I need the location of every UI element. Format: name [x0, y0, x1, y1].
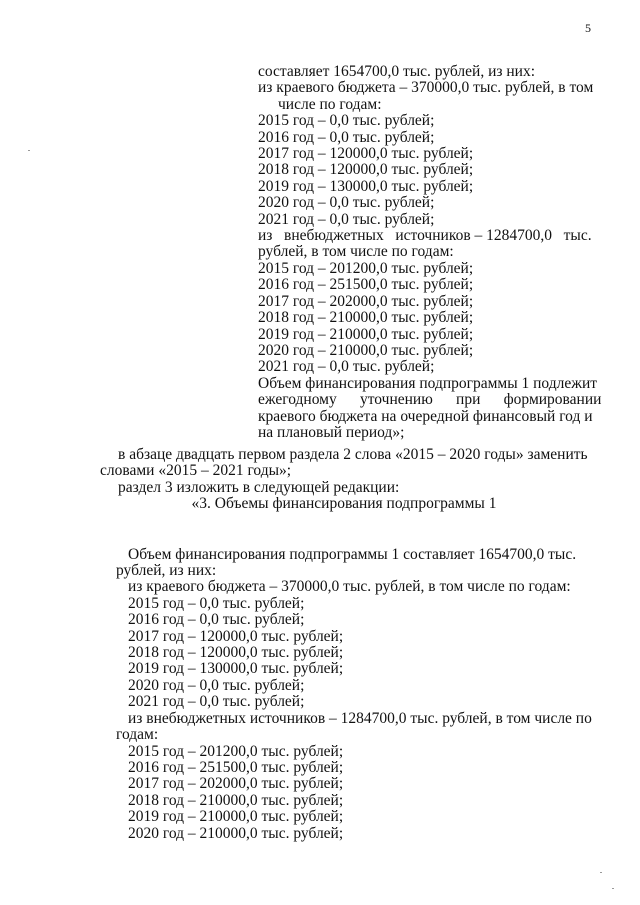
year-line: 2017 год – 120000,0 тыс. рублей;: [258, 145, 474, 163]
year-line: 2015 год – 201200,0 тыс. рублей;: [258, 259, 474, 277]
paragraph-line: в абзаце двадцать первом раздела 2 слова «2015 – 2020 годы» заменить: [118, 446, 588, 463]
year-line: 2016 год – 0,0 тыс. рублей;: [258, 128, 435, 146]
text-line: из внебюджетных источников – 1284700,0 тыс.: [258, 227, 592, 245]
year-line: 2015 год – 0,0 тыс. рублей;: [128, 594, 305, 612]
scan-speck: [600, 872, 602, 873]
page-number: 5: [585, 21, 591, 35]
paragraph-line: Объем финансирования подпрограммы 1 составляет 1654700,0 тыс.: [128, 545, 577, 563]
text-line: на плановый период»;: [258, 423, 405, 441]
year-line: 2015 год – 0,0 тыс. рублей;: [258, 112, 435, 130]
text-line: числе по годам:: [278, 95, 382, 113]
scan-speck: [28, 150, 30, 151]
year-line: 2020 год – 210000,0 тыс. рублей;: [258, 341, 474, 359]
year-line: 2019 год – 130000,0 тыс. рублей;: [128, 660, 344, 678]
paragraph-line: словами «2015 – 2021 годы»;: [100, 462, 292, 480]
year-line: 2020 год – 210000,0 тыс. рублей;: [128, 824, 344, 842]
text-line: краевого бюджета на очередной финансовый год и: [258, 407, 593, 425]
paragraph-line: из внебюджетных источников – 1284700,0 тыс. рублей, в том числе по: [128, 709, 592, 727]
text-line: ежегодному уточнению при формировании: [258, 391, 602, 409]
quoted-text-block: [258, 63, 602, 441]
scan-speck: [612, 888, 614, 889]
year-line: 2017 год – 202000,0 тыс. рублей;: [258, 292, 474, 310]
paragraph-line: рублей, из них:: [116, 562, 217, 580]
paragraph-line: из краевого бюджета – 370000,0 тыс. рублей, в том числе по годам:: [128, 578, 571, 596]
year-line: 2016 год – 0,0 тыс. рублей;: [128, 611, 305, 629]
year-line: 2017 год – 202000,0 тыс. рублей;: [128, 775, 344, 793]
text-line: составляет 1654700,0 тыс. рублей, из них:: [258, 63, 536, 80]
spacer: [118, 513, 590, 547]
year-line: 2018 год – 120000,0 тыс. рублей;: [258, 161, 474, 179]
text-line: Объем финансирования подпрограммы 1 подлежит: [258, 374, 598, 392]
text-line: рублей, в том числе по годам:: [258, 243, 454, 261]
year-line: 2018 год – 210000,0 тыс. рублей;: [258, 309, 474, 327]
main-text-block: [100, 446, 592, 842]
paragraph-line: раздел 3 изложить в следующей редакции:: [118, 478, 400, 496]
paragraph-line: годам:: [116, 726, 159, 744]
year-line: 2021 год – 0,0 тыс. рублей;: [128, 693, 305, 711]
year-line: 2019 год – 130000,0 тыс. рублей;: [258, 177, 474, 195]
year-line: 2018 год – 210000,0 тыс. рублей;: [128, 791, 344, 809]
year-line: 2016 год – 251500,0 тыс. рублей;: [258, 276, 474, 294]
year-line: 2021 год – 0,0 тыс. рублей;: [258, 358, 435, 376]
year-line: 2019 год – 210000,0 тыс. рублей;: [258, 325, 474, 343]
year-line: 2020 год – 0,0 тыс. рублей;: [258, 194, 435, 212]
year-line: 2018 год – 120000,0 тыс. рублей;: [128, 644, 344, 662]
text-line: из краевого бюджета – 370000,0 тыс. рублей, в том: [258, 79, 594, 97]
year-line: 2015 год – 201200,0 тыс. рублей;: [128, 742, 344, 760]
section-heading: «3. Объемы финансирования подпрограммы 1: [191, 495, 497, 513]
year-line: 2017 год – 120000,0 тыс. рублей;: [128, 627, 344, 645]
year-line: 2021 год – 0,0 тыс. рублей;: [258, 210, 435, 228]
year-line: 2020 год – 0,0 тыс. рублей;: [128, 676, 305, 694]
year-line: 2019 год – 210000,0 тыс. рублей;: [128, 808, 344, 826]
year-line: 2016 год – 251500,0 тыс. рублей;: [128, 758, 344, 776]
